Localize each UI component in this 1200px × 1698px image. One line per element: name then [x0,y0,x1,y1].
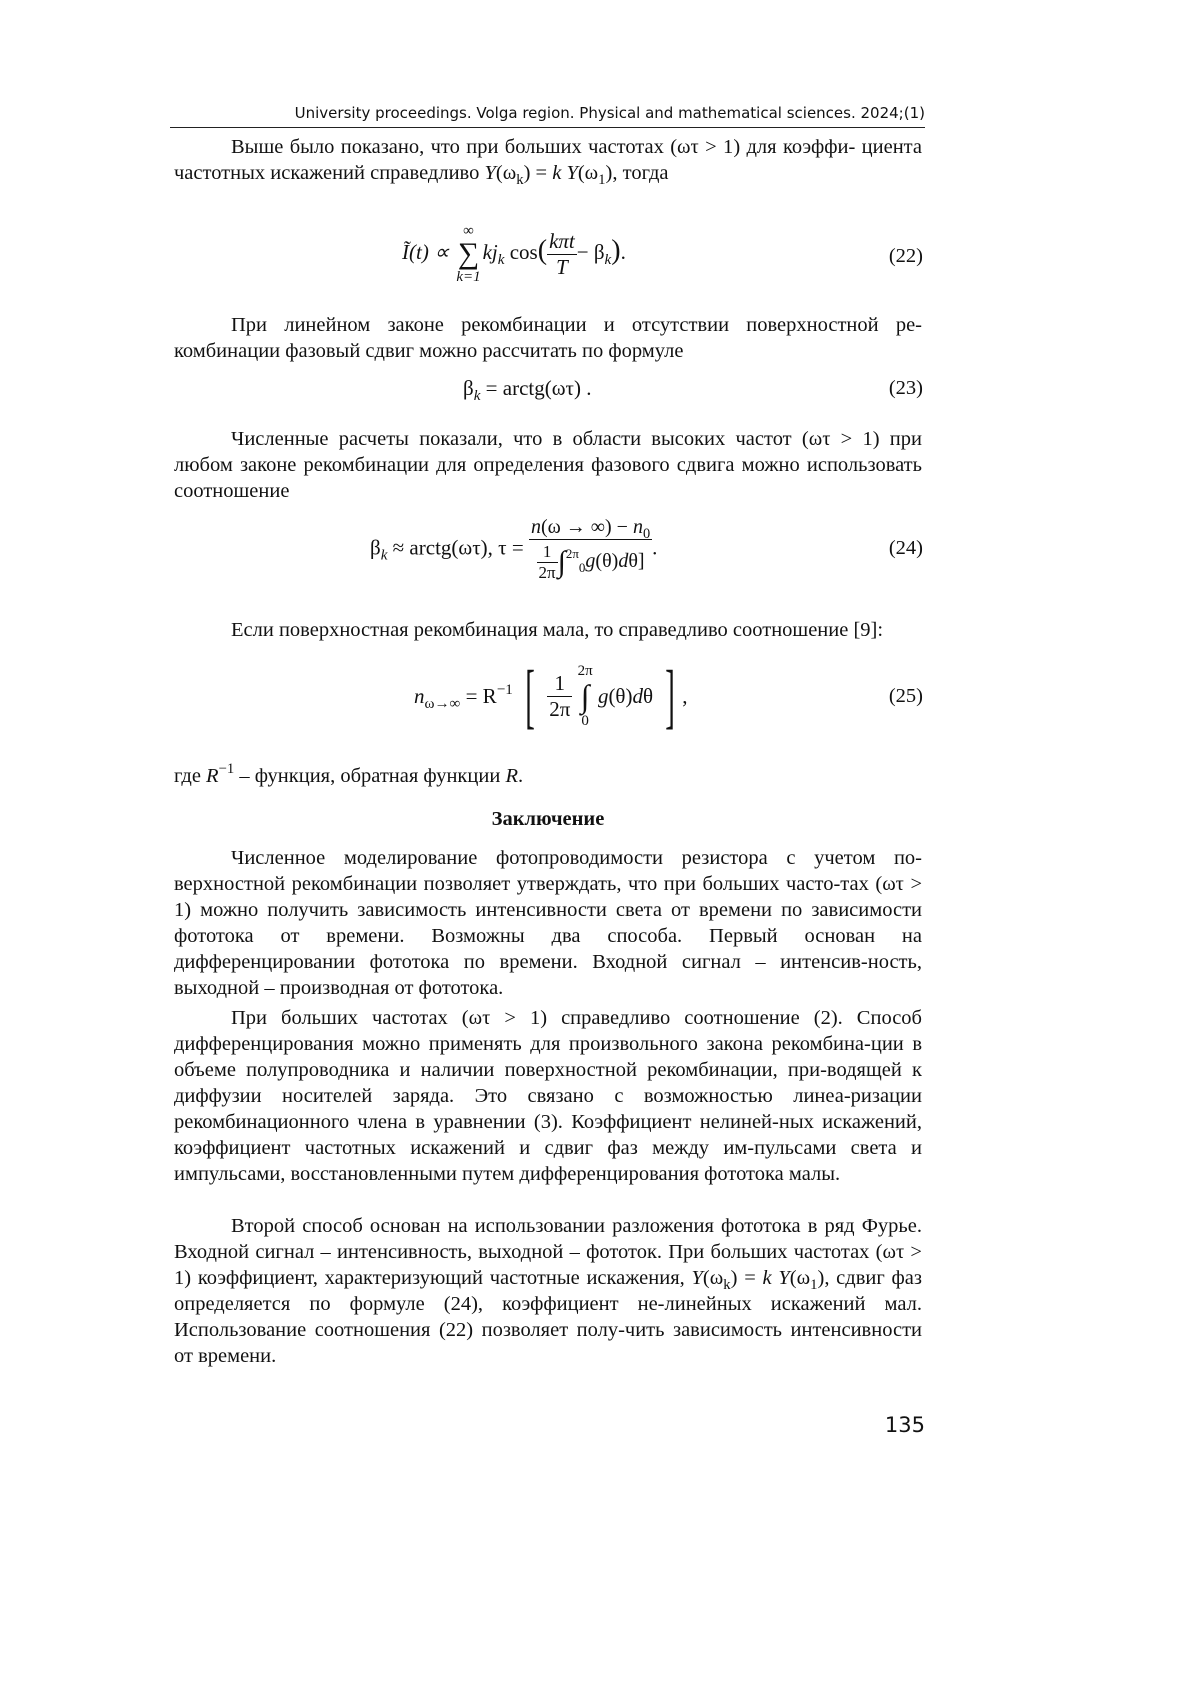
equation-22-number: (22) [888,245,923,267]
equation-24-number: (24) [888,537,923,559]
y-formula-1: $Y(\omega_k) = k$ $Y(\omega_1)$ [484,162,613,188]
y-formula-2: $Y(\omega_k) = k$ $Y(\omega_1)$ [691,1267,825,1293]
paragraph-8: Второй способ основан на использовании разложения фототока в ряд Фурье. Входной сигнал – интенсивность, выходной – фототок. При больших частотах (ωτ > 1) коэффициент, характеризующий частотные искажения, $Y(\omega_k) = k$ $Y(\omega_1)$, сдвиг фаз определяется по формуле (24), коэффициент не-линейных искажений мал. Использование соотношения (22) позволяет полу-чить зависимость интенсивности от времени. [174,1215,922,1367]
paragraph-7: При больших частотах (ωτ > 1) справедливо соотношение (2). Способ дифференцирования можно применять для произвольного закона рекомбина-ции в объеме полупроводника и наличии поверхностной рекомбинации, при-водящей к диффузии носителей заряда. Это связано с возможностью линеа-ризации рекомбинационного члена в уравнении (3). Коэффициент нелиней-ных искажений, коэффициент частотных искажений и сдвиг фаз между им-пульсами света и импульсами, восстановленными путем дифференцирования фототока малы. [174,1007,922,1185]
p1-text-c: циента частотных искажений справедливо [174,136,922,184]
section-heading: Заключение [491,808,605,830]
running-header: University proceedings. Volga region. Physical and mathematical sciences. 2024;(1) [294,104,925,122]
paragraph-4: Если поверхностная рекомбинация мала, то справедливо соотношение [9]: [231,619,884,641]
equation-23: $\beta_k$ = arctg(ωτ) . [463,376,592,404]
equation-23-number: (23) [888,377,923,399]
paragraph-1 [174,134,922,186]
p1-text-d: , тогда [612,162,669,184]
equation-24: $\beta_k$ ≈ arctg(ωτ), τ = n(ω → ∞) − $n_0$ $\frac{1}{2\pi}$ ∫$^{2\pi}_0$g(θ)dθ] . [370,516,658,582]
p1-text-a: Выше было показано, что при больших частотах ( [231,136,678,158]
paragraph-3: Численные расчеты показали, что в области высоких частот (ωτ > 1) при любом законе рекомбинации для определения фазового сдвига можно использовать соотношение [174,428,922,502]
equation-22: Ĩ(t) ∝ ∞ ∑ k=1 $kj_k$ cos( $\frac{\text{kπt}}{T}$ − $\beta_k$). [402,223,626,285]
p1-condition: ωτ > 1 [677,136,734,158]
p1-text-b: ) для коэффи- [733,136,856,158]
paragraph-6: Численное моделирование фотопроводимости резистора с учетом по-верхностной рекомбинации позволяет утверждать, что при больших часто-тах (ωτ > 1) можно получить зависимость интенсивности света от времени по зависимости фототока от времени. Возможны два способа. Первый основан на дифференцировании фототока по времени. Входной сигнал – интенсив-ность, выходной – производная от фототока. [174,847,923,999]
page-number: 135 [884,1413,925,1437]
header-rule [170,127,925,128]
equation-25: $n_{\omega\to\infty} = R^{-1}$ [ $\frac{1}{2\pi}$ 2π ∫ 0 g(θ)dθ ] , [414,656,688,736]
equation-25-number: (25) [888,685,923,707]
paragraph-5: где $R^{-1}$ – функция, обратная функции R. [174,761,524,787]
paragraph-2: При линейном законе рекомбинации и отсутствии поверхностной ре-комбинации фазовый сдвиг можно рассчитать по формуле [174,314,922,362]
